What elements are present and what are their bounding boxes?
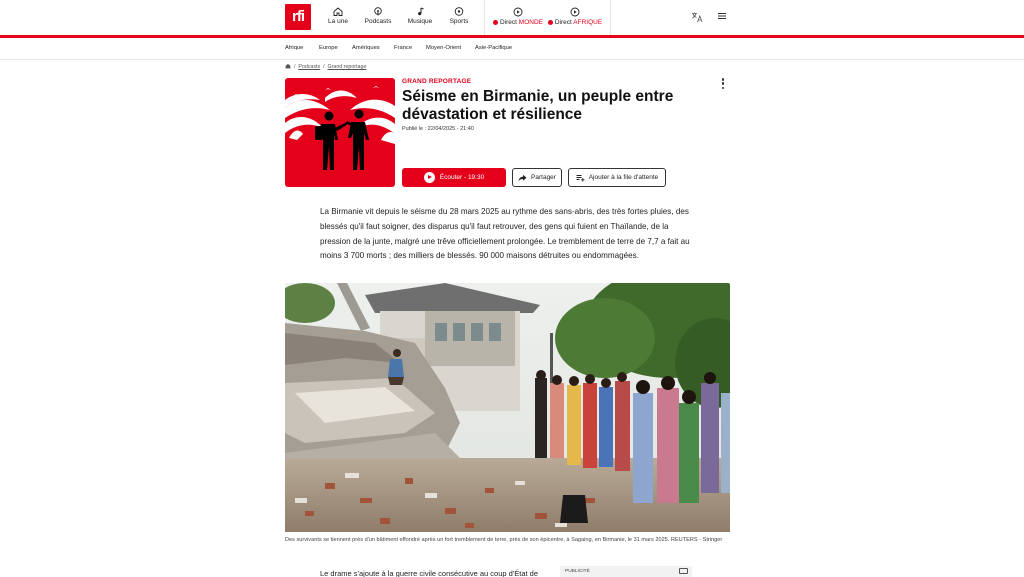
region-ameriques[interactable]: Amériques: [352, 45, 380, 51]
ad-info-icon[interactable]: [679, 568, 688, 574]
nav-la-une[interactable]: [318, 7, 358, 25]
soccer-ball-icon: [454, 7, 464, 16]
direct-station: MONDE: [518, 19, 543, 26]
rfi-logo[interactable]: rfi: [285, 4, 311, 30]
live-dot: [493, 20, 498, 25]
home-icon[interactable]: [285, 63, 291, 69]
direct-prefix: Direct: [554, 19, 572, 26]
nav-sports[interactable]: [439, 7, 479, 25]
nav-label: Podcasts: [364, 18, 392, 25]
music-note-icon: [415, 7, 425, 16]
nav-label: La une: [328, 18, 348, 25]
playlist-add-icon: [576, 174, 585, 182]
region-nav: [0, 38, 1024, 60]
nav-label: Sports: [449, 18, 469, 25]
article-kicker[interactable]: GRAND REPORTAGE: [402, 78, 472, 85]
breadcrumb-podcasts[interactable]: Podcasts: [298, 64, 321, 70]
direct-station: AFRIQUE: [573, 19, 603, 26]
breadcrumb-grand-reportage[interactable]: Grand reportage: [327, 64, 367, 70]
listen-button[interactable]: [402, 168, 506, 187]
listen-label: Écouter - 19:30: [439, 174, 485, 181]
live-dot: [548, 20, 553, 25]
podcast-cover-image: [285, 78, 395, 187]
article-title: Séisme en Birmanie, un peuple entre dévastation et résilience: [402, 88, 674, 123]
ad-slot: [560, 566, 692, 577]
article-photo: [285, 283, 730, 532]
nav-podcasts[interactable]: [358, 7, 398, 25]
breadcrumb: / Podcasts / Grand reportage: [285, 63, 366, 70]
share-arrow-icon: [518, 174, 527, 182]
article-paragraph: Le drame s'ajoute à la guerre civile consécutive au coup d'État de: [320, 569, 538, 577]
region-asie-pacifique[interactable]: Asie-Pacifique: [475, 45, 513, 51]
region-moyen-orient[interactable]: Moyen-Orient: [426, 45, 462, 51]
queue-label: Ajouter à la file d'attente: [588, 174, 659, 181]
play-circle-icon: [513, 7, 523, 17]
share-label: Partager: [531, 174, 556, 181]
region-europe[interactable]: Europe: [319, 45, 338, 51]
direct-monde-button[interactable]: [488, 7, 548, 26]
region-france[interactable]: France: [394, 45, 413, 51]
header-inner: [285, 0, 730, 36]
nav-label: Musique: [407, 18, 433, 25]
header-divider: [610, 0, 611, 36]
play-circle-icon: [570, 7, 580, 17]
article-lead: La Birmanie vit depuis le séisme du 28 mars 2025 au rythme des sans-abris, des très fortes pluies, des blessés qu'il faut soigner, des disparus qu'il faut retrouver, des gens qui fuient en Thaïlande, de la pression de la junte, malgré une trêve officiellement prolongée. Le tremblement de terre de 7,7 a fait au moins 3 700 morts ; des milliers de blessés. 90 000 maisons détruites ou endommagées.: [320, 207, 690, 261]
photo-caption: Des survivants se tiennent près d'un bâtiment effondré après un fort tremblement de terre, près de son épicentre, à Sagaing, en Birmanie, le 31 mars 2025. REUTERS - Stringer: [285, 537, 723, 543]
home-icon: [333, 7, 343, 16]
direct-prefix: Direct: [500, 19, 517, 26]
menu-icon[interactable]: [717, 11, 727, 21]
header-divider: [484, 0, 485, 36]
translate-icon[interactable]: [691, 11, 703, 23]
publish-date: Publié le : 22/04/2025 - 21:40: [402, 126, 474, 132]
more-options-icon[interactable]: [719, 78, 727, 92]
site-header: [0, 0, 1024, 36]
ad-label: PUBLICITÉ: [565, 569, 590, 574]
direct-afrique-button[interactable]: [545, 7, 605, 26]
region-afrique[interactable]: Afrique: [285, 45, 304, 51]
add-to-queue-button[interactable]: [568, 168, 666, 187]
play-icon: [424, 172, 435, 183]
podcast-icon: [373, 7, 383, 16]
share-button[interactable]: [512, 168, 562, 187]
nav-musique[interactable]: [400, 7, 440, 25]
